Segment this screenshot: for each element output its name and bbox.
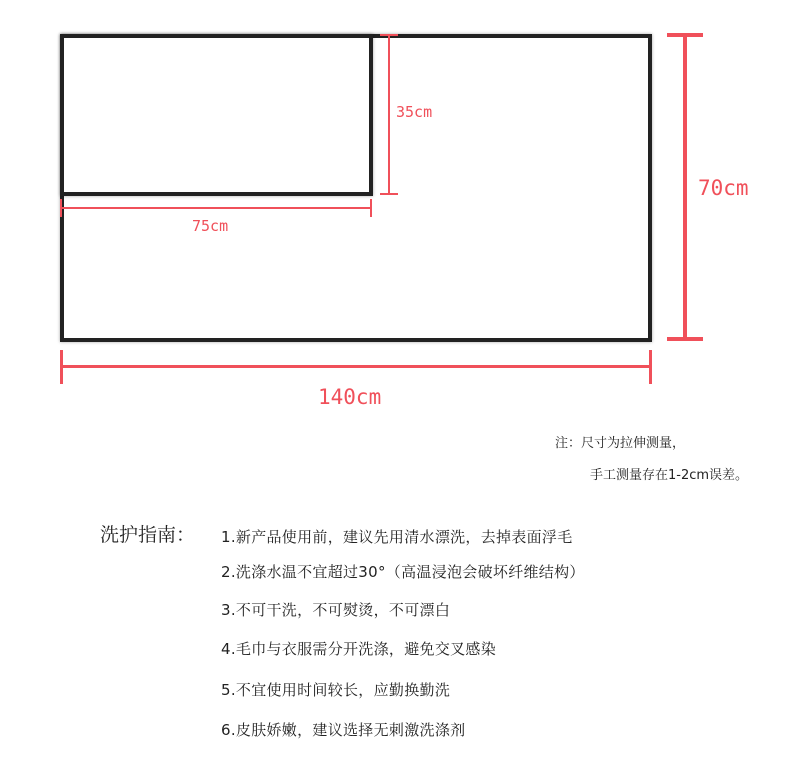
total-width-dimension-line	[61, 365, 651, 368]
care-guide-title: 洗护指南：	[100, 524, 196, 546]
care-item-2: 2.洗涤水温不宜超过30°（高温浸泡会破坏纤维结构）	[221, 563, 585, 581]
small-height-top-tick	[380, 34, 398, 36]
total-width-left-tick	[60, 350, 63, 384]
small-width-left-tick	[60, 199, 62, 217]
total-height-top-tick	[667, 33, 703, 37]
measurement-note-line1: 注：尺寸为拉伸测量，	[555, 436, 686, 451]
small-width-right-tick	[370, 199, 372, 217]
total-height-label: 70cm	[698, 176, 749, 200]
small-width-label: 75cm	[192, 217, 229, 235]
small-height-dimension-line	[388, 35, 390, 195]
measurement-note-line2: 手工测量存在1-2cm误差。	[590, 468, 749, 483]
total-width-label: 140cm	[318, 385, 382, 409]
small-height-bottom-tick	[380, 193, 398, 195]
small-width-dimension-line	[61, 207, 372, 209]
care-item-5: 5.不宜使用时间较长，应勤换勤洗	[221, 681, 451, 699]
care-item-1: 1.新产品使用前，建议先用清水漂洗，去掉表面浮毛	[221, 528, 573, 546]
care-item-3: 3.不可干洗，不可熨烫，不可漂白	[221, 601, 451, 619]
small-towel-outline	[60, 34, 373, 196]
care-item-6: 6.皮肤娇嫩，建议选择无刺激洗涤剂	[221, 721, 466, 739]
care-item-4: 4.毛巾与衣服需分开洗涤，避免交叉感染	[221, 640, 497, 658]
small-height-label: 35cm	[396, 103, 433, 121]
total-height-dimension-line	[683, 34, 687, 340]
total-width-right-tick	[649, 350, 652, 384]
total-height-bottom-tick	[667, 337, 703, 341]
